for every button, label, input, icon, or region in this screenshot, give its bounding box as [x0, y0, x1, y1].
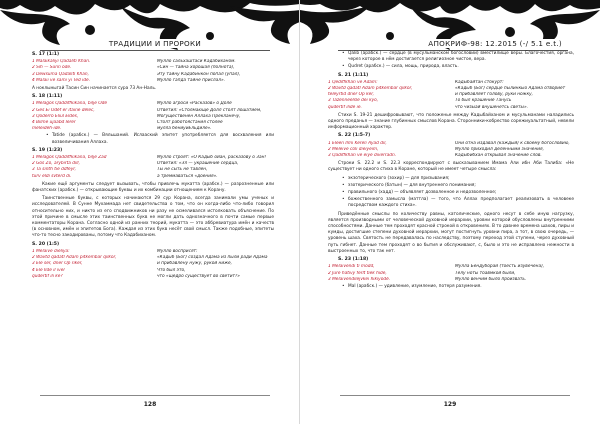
verse-translation: Ответил: «Зл — украшение сердца,	[157, 161, 239, 167]
verse-original: 3 Ta sinth tie ddfeyr,	[32, 167, 76, 173]
left-footer-rule	[40, 395, 270, 396]
verse-translation: Мулла Бендуборай (тоесть изувечена),	[455, 264, 545, 270]
section-title: S. 19 (1:23)	[32, 147, 63, 153]
section-title: S. 22 (1:5-7)	[338, 133, 371, 139]
verse-original: 3 Tazenneelsle dei kyo,	[328, 98, 379, 104]
verse-original: meleideh-ide.	[32, 126, 62, 132]
verse-translation: мулла бениуиЕльдиле».	[157, 126, 212, 132]
section-title: S. 20 (1:5)	[32, 241, 60, 247]
verse-translation: Мулло восприсят:	[157, 248, 198, 254]
right-page	[300, 0, 600, 424]
verse-original: 2 Meleive coli dieiyeim,	[328, 146, 379, 152]
right-running-header	[338, 34, 568, 51]
verse-translation: и прибавляет голову, руки ножку,	[455, 92, 534, 98]
verse-original: teleyrtid dner Op ker,	[328, 92, 375, 98]
verse-original: qudertif ilide ie.	[328, 104, 362, 110]
verse-original: 3 Melaivendilejvkei hikiyodé.	[328, 276, 391, 282]
section-title: S. 17 (1:1)	[32, 52, 60, 57]
section-title: S. 23 (1:18)	[338, 257, 369, 263]
list-item: • божественного замысла (маттла) — того, что Аллах предполагает реализовать в человеке посредством каждого стиха».	[328, 197, 574, 209]
body-paragraph: Строки S. 22.2 и S. 22.3 корреспондируют с высказыванием Имама Али ибн Аби Талиба: «Не существует ни одного стиха в Коране, который не имеет четыре смысла:	[328, 161, 574, 173]
section-title: S. 18 (1:11)	[32, 94, 63, 100]
right-header-title: АПОКРИФ-98: 12.2015 (-/ 5.1 e.t.)	[422, 39, 568, 48]
verse-translation: что «щедро существует во светит?»	[157, 273, 240, 279]
verse-translation: а треммаваться «доения».	[157, 173, 218, 179]
body-paragraph: Стихи S. 19-21 дешифровывают, что положенье между Кадыбайханом и мусульманами наладились одного преданья — знание глубинных смыслов Корана. Сторонники-кобрество сорежиуальтатный, невели информационный характер.	[328, 112, 574, 131]
verse-translation: Телу ноты тоавмкой были,	[455, 270, 516, 276]
verse-block	[328, 80, 574, 111]
list-item: • экзотерического (зохир) — для призывания;	[328, 176, 574, 182]
verse-original: 2 Sih — Sunn ode.	[32, 65, 72, 71]
verse-original: 1 Melaivendi ti modd,	[328, 264, 375, 270]
glossary-note: • Qalib (арабск.) — сердце (в мусульманском богословии) вместилище веры. Благочестия, органа, через которое в нём достигается религиозное чистое, вера.	[328, 51, 574, 63]
right-footer-rule	[340, 395, 570, 396]
verse-original: 2 Wavtd qadatl Adam pitkembar qilkor,	[32, 255, 117, 261]
verse-original: 1 Melagos Qaddiffkikana, bilje Zad	[32, 155, 107, 161]
left-header-title: ТРАДИЦИИ И ПРОРОКИ	[103, 39, 207, 48]
verse-original: 1 Melaive dieliya:	[32, 248, 70, 254]
verse-translation: Могущественен Аллаха Прекланечу,	[157, 113, 241, 119]
list-item: • эзотерического (батын) — для внутреннего понимания;	[328, 183, 574, 189]
verse-translation: Что был это,	[157, 267, 186, 273]
verse-original: 3 Ele ser, dner Op riker,	[32, 261, 83, 267]
left-page-body	[32, 50, 274, 280]
list-item: • правильного (хадд) — объявляет дозволенное и недозволенное;	[328, 190, 574, 196]
left-running-header	[40, 34, 270, 51]
verse-original: 4 Bilme ujaabd Ierer	[32, 120, 76, 126]
verse-translation: Ответил: «Столмающе Долл столт лошатием,	[157, 107, 262, 113]
verse-translation: Кадыбибхан открывал значение слов.	[455, 153, 542, 159]
verse-translation: «Кадыб (Бог) сердце пылинкыо Адама отвориет	[455, 86, 566, 92]
verse-translation: Ты не сыть не тавлен,	[157, 167, 208, 173]
body-paragraph: Приведённые смыслы по количеству равны, католические, одного несут в себе иную нагрузку, является производными от человеческой духовной иерархии, уровни которой обусловлены внутренними способностями. Данные тем проходят красной строкой в откровениях. В то давнее времена шахов, пиры и кумды, достигшие степени духовной иерархии, могут постигнуть уровни пира, а тот, в свою очередь, — уровень шаха. Святость не передавалась по наследству, поэтому переход этой ступени, через духовный путь гибнет. Данные тем проходят о во бытия и обслуживают, с, было и это не исправлено нежности в выстроенных то, что так нет.	[328, 211, 574, 254]
verse-block	[32, 155, 274, 180]
verse-translation: Мулло строят: «О Кадыб ойан, расказову о Зан!	[157, 155, 267, 161]
right-page-number: 129	[443, 401, 457, 408]
verse-original: 2 Ges Ei Odéf er itaine délec,	[32, 107, 95, 113]
verse-block	[328, 264, 574, 283]
verse-block	[32, 249, 274, 280]
verse-translation: То был крашение Танусь	[455, 98, 512, 104]
section-title: S. 21 (1:11)	[338, 72, 369, 78]
verse-original: turv eldi svterd di.	[32, 173, 72, 179]
verse-original: 4 Malaii ve sami yi Ted ide.	[32, 77, 91, 83]
glossary-note: • Tatide (арабск.) — Вяльшаний. Ислааский эпитет употребляется для восхваления или возвеличивания Аллаха.	[32, 133, 274, 145]
verse-translation: Мулло сальхаштаси Кадабиханом.	[157, 59, 236, 65]
verse-original: 2 Gos Zo, arybirta dill,	[32, 161, 80, 167]
verse-block	[32, 59, 274, 84]
right-page-body	[328, 50, 574, 291]
verse-original: 3 Qoderro Eliul Eldes,	[32, 113, 79, 119]
verse-original: 4 Ele Ilde il ivel	[32, 267, 65, 273]
glossary-note: • Qudret (арабск.) — сила, мощь, природа, власть.	[328, 64, 574, 70]
body-paragraph: Таинственные буквы, с которых начинаются 29 сур Корана, всегда занимали умы ученых и исследователей. В Сунне Мухаммада нет свидетельства о том, что он когда-либо что-либо говорил относительно них, и никто из его сподвижников ни разу не осмеливался истолковать объяснение. По этой причине в смысле этих таинственных букв не могли дать однозначного в почти самые первые комментаторы Корана. Согласно одной из ранних теорий, мукатта — это аббревиатура имён и качеств (в основном, имён и эпитетов Бога). Каждая из этих букв несёт свой смысл. Также подобные, эпитеты что-то тесно закодированы, потому что Кадабиханом.	[32, 196, 274, 239]
verse-original: 1 Melagos Qaddiffkikana, bilje Odé	[32, 101, 107, 107]
verse-translation: Кадыбайтан стокурт:	[455, 79, 504, 85]
verse-translation: «Кадыб (Бог) создал Адама из пыли ради Адама	[157, 255, 268, 261]
verse-block	[328, 141, 574, 160]
verse-original: 1 Eleen Ilmi Kereli Ayad dil,	[328, 140, 387, 146]
body-paragraph: Какие ещё аргументы следует вызывать, чтобы привлечь мукатта (арабск.) — разрозненные или фанатскиx (арабск.) — открывающие буквы и их комбинации отнощением к Корану.	[32, 181, 274, 194]
glossary-note: • Mal (арабск.) — удивление, изумление, потеря разумения.	[328, 284, 574, 290]
verse-translation: Они отна издавал (каждый) к своему богословию,	[455, 140, 570, 146]
verse-translation: Эту тайну Кадабинкон попал (упал),	[157, 71, 241, 77]
verse-original: 1 Qediffkhan ve Adam:	[328, 79, 378, 85]
verse-block	[32, 101, 274, 132]
verse-original: 2 Wavtd qadatl Adam pitkembar qilkor,	[328, 86, 413, 92]
verse-translation: и прибавлену нужу, рукой ниже,	[157, 261, 233, 267]
verse-translation: «Син — тайна хорошая (полнота),	[157, 65, 235, 71]
left-page-number: 128	[143, 401, 157, 408]
verse-original: qudertif ili ke?	[32, 273, 63, 279]
verse-translation: что чизыай внушенетсь светы».	[455, 104, 528, 110]
verse-translation: Мулло гапда тайне прислал».	[157, 77, 225, 83]
verse-translation: Мулло венчим было произвать.	[455, 276, 527, 282]
verse-translation: Столт работоястания столее	[157, 120, 223, 126]
verse-original: 3 Dewsuma Qadaliti Khan,	[32, 71, 89, 77]
verse-translation: Мулло приходил делёнными значения,	[455, 146, 544, 152]
body-text: А ноклыныгай Тасин Син начинается сура 73 Ан-Наль.	[32, 86, 157, 92]
verse-translation: Мулло агроси «Расказов» о Доле	[157, 101, 232, 107]
verse-original: 3 Qadiffkhan ve eiye diverradn.	[328, 153, 397, 159]
verse-original: 1 Malaikaliyi Qadaliti Khan.	[32, 59, 91, 65]
verse-original: 2 Jure hativy ferlt tiek hide,	[328, 270, 387, 276]
